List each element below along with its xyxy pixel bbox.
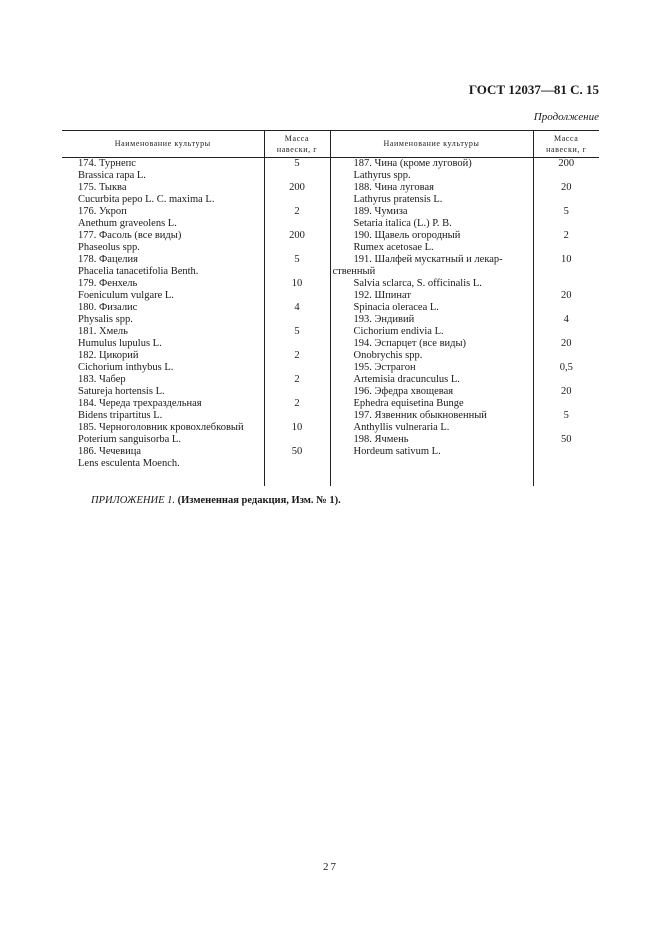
sample-mass-right: 20 bbox=[533, 338, 599, 350]
document-designation: ГОСТ 12037—81 С. 15 bbox=[468, 82, 599, 97]
table-row bbox=[62, 194, 599, 206]
crop-name-left: Cichorium inthybus L. bbox=[78, 362, 174, 373]
sample-mass-right: 5 bbox=[533, 206, 599, 218]
table-row bbox=[62, 230, 599, 242]
table-row bbox=[62, 362, 599, 374]
crop-name-right: 191. Шалфей мускатный и лекар- bbox=[330, 254, 533, 266]
sample-mass-right bbox=[533, 266, 599, 278]
crop-name-left: 182. Цикорий bbox=[78, 350, 139, 361]
table-row bbox=[62, 182, 599, 194]
table-row bbox=[62, 422, 599, 434]
sample-mass-left: 5 bbox=[264, 158, 330, 171]
crop-name-right: 189. Чумиза bbox=[330, 206, 533, 218]
sample-mass-left bbox=[264, 434, 330, 446]
table-row bbox=[62, 206, 599, 218]
sample-mass-left bbox=[264, 314, 330, 326]
table-row bbox=[62, 434, 599, 446]
crop-name-right: 194. Эспарцет (все виды) bbox=[330, 338, 533, 350]
crop-name-left: 184. Череда трехраздельная bbox=[78, 398, 202, 409]
crop-name-right: ственный bbox=[330, 266, 533, 278]
sample-mass-right: 4 bbox=[533, 314, 599, 326]
appendix-label: ПРИЛОЖЕНИЕ 1. bbox=[91, 495, 175, 506]
crop-name-left: Phaseolus spp. bbox=[78, 242, 140, 253]
column-header-sample-mass-left: Масса навески, г bbox=[264, 131, 330, 158]
crop-name-right: Setaria italica (L.) P. B. bbox=[330, 218, 533, 230]
crop-name-left: Phacelia tanacetifolia Benth. bbox=[78, 266, 199, 277]
sample-mass-left bbox=[264, 290, 330, 302]
sample-mass-left: 5 bbox=[264, 254, 330, 266]
crop-name-right: 192. Шпинат bbox=[330, 290, 533, 302]
sample-mass-left bbox=[264, 338, 330, 350]
crop-name-left: 176. Укроп bbox=[78, 206, 127, 217]
crop-name-left: Cucurbita pepo L. C. maxima L. bbox=[78, 194, 215, 205]
table-row bbox=[62, 386, 599, 398]
table-row bbox=[62, 266, 599, 278]
table-row bbox=[62, 326, 599, 338]
table-continuation-label: Продолжение bbox=[533, 111, 599, 123]
sample-mass-right bbox=[533, 374, 599, 386]
crop-name-right: Hordeum sativum L. bbox=[330, 446, 533, 458]
page-number: 27 bbox=[323, 861, 338, 873]
crop-name-right: Lathyrus pratensis L. bbox=[330, 194, 533, 206]
sample-mass-left bbox=[264, 410, 330, 422]
sample-mass-right bbox=[533, 458, 599, 486]
sample-mass-left: 5 bbox=[264, 326, 330, 338]
sample-mass-left bbox=[264, 194, 330, 206]
sample-mass-right: 20 bbox=[533, 386, 599, 398]
sample-mass-left: 2 bbox=[264, 350, 330, 362]
crop-name-left: Brassica rapa L. bbox=[78, 170, 146, 181]
table-row bbox=[62, 350, 599, 362]
table-row bbox=[62, 170, 599, 182]
sample-mass-left bbox=[264, 362, 330, 374]
table-row bbox=[62, 410, 599, 422]
crop-name-right: Cichorium endivia L. bbox=[330, 326, 533, 338]
column-header-sample-mass-right: Масса навески, г bbox=[533, 131, 599, 158]
sample-mass-left: 10 bbox=[264, 278, 330, 290]
table-row bbox=[62, 458, 599, 486]
sample-mass-right bbox=[533, 170, 599, 182]
crop-name-right: Anthyllis vulneraria L. bbox=[330, 422, 533, 434]
seed-sample-mass-table bbox=[62, 130, 599, 486]
crop-name-right: 198. Ячмень bbox=[330, 434, 533, 446]
crop-name-right: Rumex acetosae L. bbox=[330, 242, 533, 254]
crop-name-right: 187. Чина (кроме луговой) bbox=[330, 158, 533, 171]
sample-mass-right bbox=[533, 302, 599, 314]
crop-name-left: 183. Чабер bbox=[78, 374, 126, 385]
crop-name-left: Anethum graveolens L. bbox=[78, 218, 177, 229]
table-body bbox=[62, 158, 599, 487]
crop-name-left: Humulus lupulus L. bbox=[78, 338, 162, 349]
table-row bbox=[62, 398, 599, 410]
sample-mass-left bbox=[264, 170, 330, 182]
crop-name-right: 190. Щавель огородный bbox=[330, 230, 533, 242]
crop-name-left: 181. Хмель bbox=[78, 326, 128, 337]
sample-mass-left bbox=[264, 242, 330, 254]
crop-name-left: Physalis spp. bbox=[78, 314, 133, 325]
crop-name-right: Artemisia dracunculus L. bbox=[330, 374, 533, 386]
sample-mass-left bbox=[264, 458, 330, 486]
sample-mass-left bbox=[264, 266, 330, 278]
sample-mass-left bbox=[264, 386, 330, 398]
crop-name-right: Lathyrus spp. bbox=[330, 170, 533, 182]
crop-name-right: 188. Чина луговая bbox=[330, 182, 533, 194]
sample-mass-right: 10 bbox=[533, 254, 599, 266]
sample-mass-left: 200 bbox=[264, 182, 330, 194]
table-row bbox=[62, 374, 599, 386]
crop-name-left: 185. Черноголовник кровохлебковый bbox=[78, 422, 244, 433]
crop-name-left: 179. Фенхель bbox=[78, 278, 138, 289]
revision-label: (Измененная редакция, Изм. № 1). bbox=[177, 495, 341, 506]
crop-name-left: Poterium sanguisorba L. bbox=[78, 434, 181, 445]
crop-name-left: 174. Турнепс bbox=[78, 158, 136, 169]
sample-mass-left: 200 bbox=[264, 230, 330, 242]
crop-name-left: Lens esculenta Moench. bbox=[78, 458, 180, 469]
crop-name-left: 177. Фасоль (все виды) bbox=[78, 230, 182, 241]
table-row bbox=[62, 218, 599, 230]
crop-name-right: Salvia sclarca, S. officinalis L. bbox=[330, 278, 533, 290]
sample-mass-right: 0,5 bbox=[533, 362, 599, 374]
sample-mass-left: 2 bbox=[264, 374, 330, 386]
sample-mass-left: 4 bbox=[264, 302, 330, 314]
sample-mass-right: 50 bbox=[533, 434, 599, 446]
sample-mass-right bbox=[533, 398, 599, 410]
sample-mass-right bbox=[533, 278, 599, 290]
sample-mass-left: 2 bbox=[264, 206, 330, 218]
table-row bbox=[62, 446, 599, 458]
column-header-crop-name-left: Наименование культуры bbox=[62, 131, 264, 158]
sample-mass-right bbox=[533, 350, 599, 362]
crop-name-left: 175. Тыква bbox=[78, 182, 127, 193]
table-row bbox=[62, 278, 599, 290]
crop-name-left: 178. Фацелия bbox=[78, 254, 138, 265]
sample-mass-right: 20 bbox=[533, 290, 599, 302]
crop-name-right: 193. Эндивий bbox=[330, 314, 533, 326]
sample-mass-left: 50 bbox=[264, 446, 330, 458]
sample-mass-right: 5 bbox=[533, 410, 599, 422]
table-row bbox=[62, 158, 599, 171]
table-row bbox=[62, 254, 599, 266]
crop-name-right: 195. Эстрагон bbox=[330, 362, 533, 374]
column-header-crop-name-right: Наименование культуры bbox=[330, 131, 533, 158]
sample-mass-right bbox=[533, 194, 599, 206]
sample-mass-right bbox=[533, 218, 599, 230]
table-header-row bbox=[62, 131, 599, 158]
crop-name-right: Spinacia oleracea L. bbox=[330, 302, 533, 314]
table-row bbox=[62, 242, 599, 254]
crop-name-left: Bidens tripartitus L. bbox=[78, 410, 163, 421]
crop-name-right bbox=[330, 458, 533, 486]
crop-name-left: 180. Физалис bbox=[78, 302, 138, 313]
appendix-revision-note bbox=[91, 495, 341, 506]
sample-mass-right bbox=[533, 242, 599, 254]
crop-name-left: 186. Чечевица bbox=[78, 446, 142, 457]
sample-mass-right bbox=[533, 326, 599, 338]
table-row bbox=[62, 290, 599, 302]
sample-mass-left: 2 bbox=[264, 398, 330, 410]
sample-mass-right bbox=[533, 446, 599, 458]
sample-mass-left: 10 bbox=[264, 422, 330, 434]
sample-mass-right: 2 bbox=[533, 230, 599, 242]
sample-mass-right: 200 bbox=[533, 158, 599, 171]
crop-name-right: 197. Язвенник обыкновенный bbox=[330, 410, 533, 422]
crop-name-left: Foeniculum vulgare L. bbox=[78, 290, 174, 301]
table-row bbox=[62, 302, 599, 314]
crop-name-right: 196. Эфедра хвощевая bbox=[330, 386, 533, 398]
crop-name-right: Ephedra equisetina Bunge bbox=[330, 398, 533, 410]
crop-name-left: Satureja hortensis L. bbox=[78, 386, 165, 397]
sample-mass-right bbox=[533, 422, 599, 434]
table-row bbox=[62, 338, 599, 350]
crop-name-right: Onobrychis spp. bbox=[330, 350, 533, 362]
table-row bbox=[62, 314, 599, 326]
sample-mass-right: 20 bbox=[533, 182, 599, 194]
sample-mass-left bbox=[264, 218, 330, 230]
